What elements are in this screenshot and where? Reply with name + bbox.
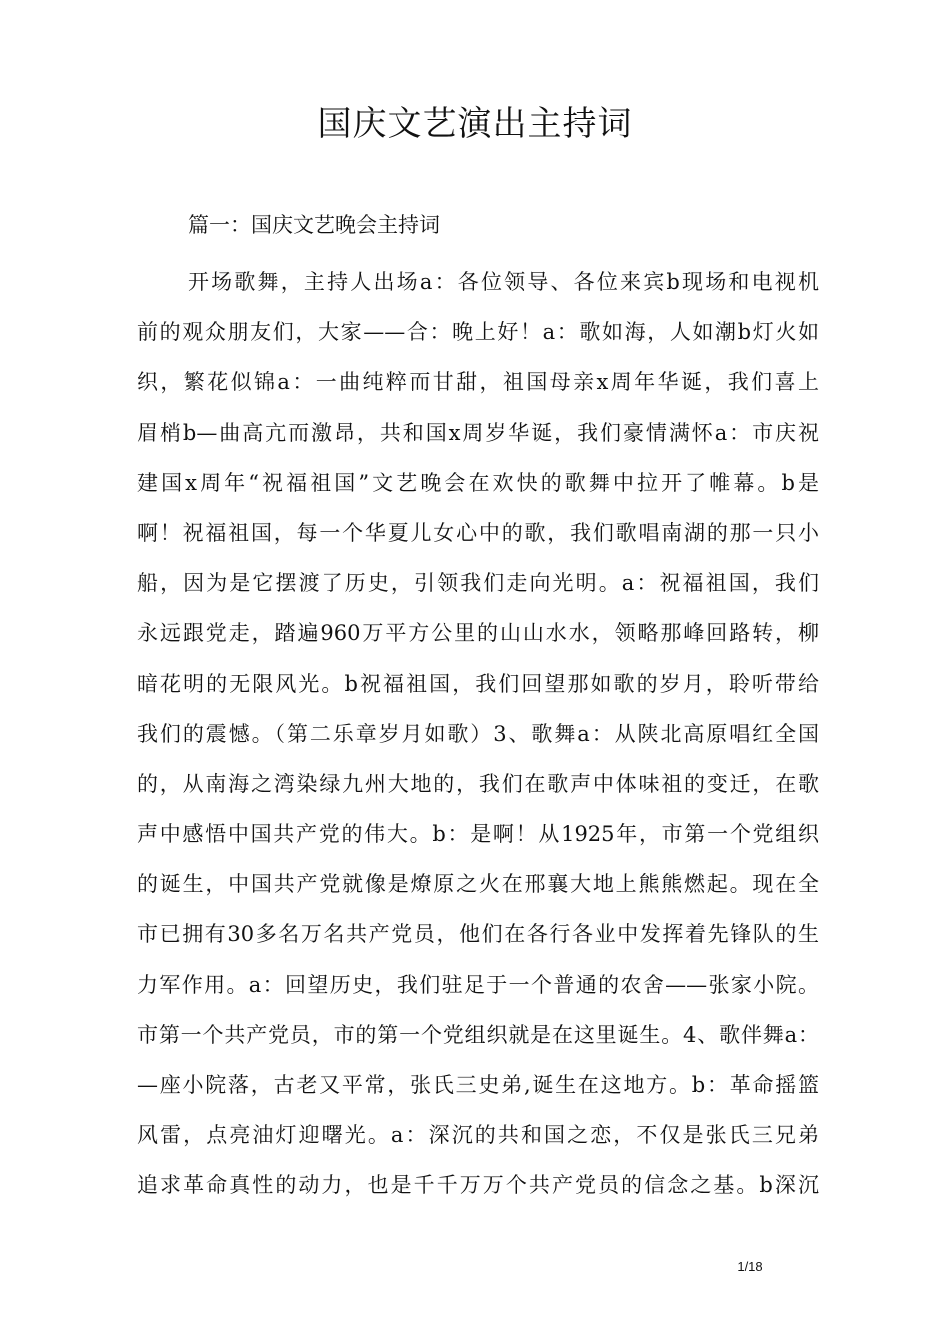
body-line: 船，因为是它摆渡了历史，引领我们走向光明。a：祝福祖国，我们 [137,571,819,596]
body-line: 暗花明的无限风光。b祝福祖国，我们回望那如歌的岁月，聆听带给 [137,671,819,696]
body-paragraph [137,257,819,1211]
body-line: 的诞生，中国共产党就像是燎原之火在邢襄大地上熊熊燃起。现在全 [137,872,819,897]
body-line: 前的观众朋友们，大家——合：晚上好！a：歌如海，人如潮b灯火如 [137,320,819,345]
body-line: 啊！祝福祖国，每一个华夏儿女心中的歌，我们歌唱南湖的那一只小 [137,520,819,545]
body-line: 我们的震憾。（第二乐章岁月如歌）3、歌舞a：从陕北高原唱红全国 [137,721,819,746]
body-line: 永远跟党走，踏遍960万平方公里的山山水水，领略那峰回路转，柳 [137,621,819,646]
page-number: 1/18 [737,1259,763,1274]
body-line: 的，从南海之湾染绿九州大地的，我们在歌声中体味祖的变迁，在歌 [137,771,819,796]
body-line: 眉梢b—曲高亢而激昂，共和国x周岁华诞，我们豪情满怀a：市庆祝 [137,420,819,445]
body-line: 力军作用。a：回望历史，我们驻足于一个普通的农舍——张家小院。 [137,972,819,997]
body-line: —座小院落，古老又平常，张氏三史弟,诞生在这地方。b：革命摇篮 [137,1073,819,1097]
body-line: 声中感悟中国共产党的伟大。b：是啊！从1925年，市第一个党组织 [137,822,819,847]
body-line: 追求革命真性的动力，也是千千万万个共产党员的信念之基。b深沉 [137,1173,819,1198]
body-line: 建国x周年“祝福祖国”文艺晚会在欢快的歌舞中拉开了帷幕。b是 [137,470,819,495]
body-line: 市已拥有30多名万名共产党员，他们在各行各业中发挥着先锋队的生 [137,922,819,947]
section-heading: 篇一：国庆文艺晚会主持词 [188,213,440,237]
body-line: 织，繁花似锦a：一曲纯粹而甘甜，祖国母亲x周年华诞，我们喜上 [137,370,819,395]
body-line: 市第一个共产党员，市的第一个党组织就是在这里诞生。4、歌伴舞a： [137,1022,819,1047]
document-title: 国庆文艺演出主持词 [317,104,633,144]
body-line: 开场歌舞，主持人出场a：各位领导、各位来宾b现场和电视机 [188,270,819,294]
body-line: 风雷，点亮油灯迎曙光。a：深沉的共和国之恋，不仅是张氏三兄弟 [137,1123,819,1148]
